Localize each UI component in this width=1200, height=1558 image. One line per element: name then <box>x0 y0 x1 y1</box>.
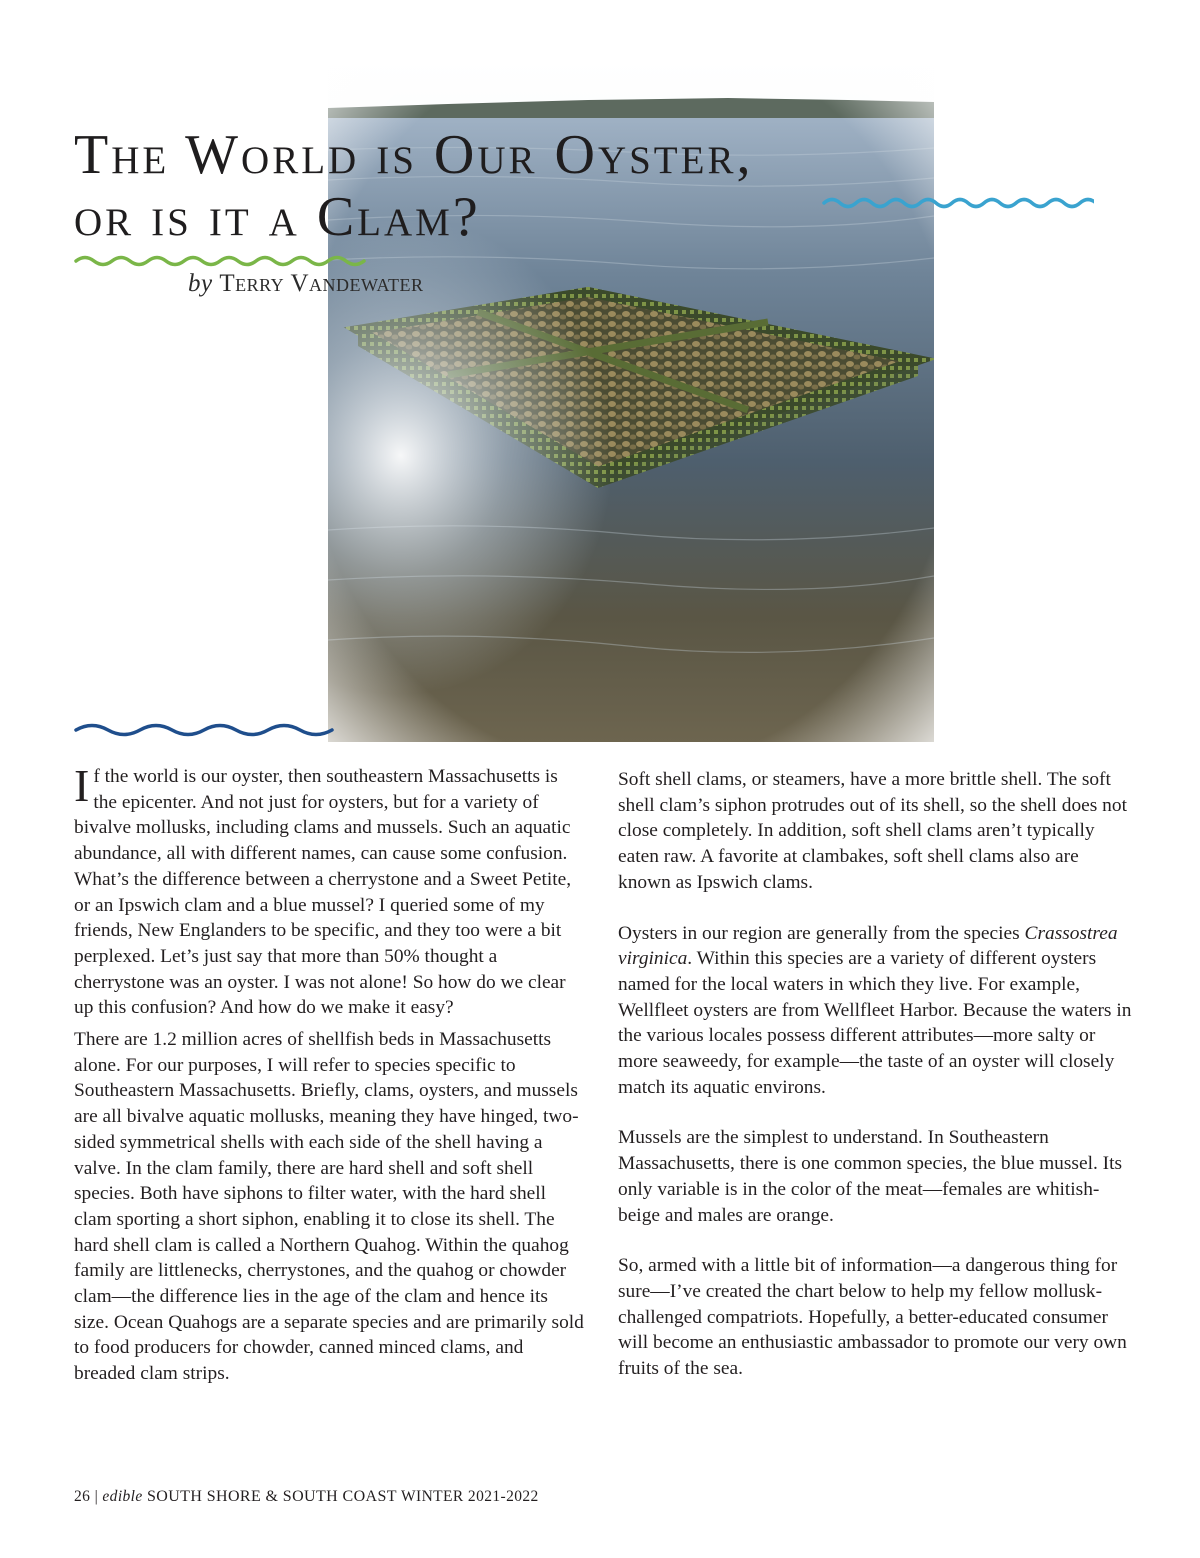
species-name: Crassostrea virginica <box>618 922 1118 970</box>
magazine-name: SOUTH SHORE & SOUTH COAST <box>146 1488 397 1505</box>
paragraph: Mussels are the simplest to understand. In Southeastern Massachusetts, there is one common species, the blue mussel. Its only variable is in the color of the meat—females are whitish-beige and males are orange. <box>618 1127 1123 1226</box>
byline-author: Terry Vandewater <box>219 270 424 297</box>
paragraph <box>618 921 1134 1101</box>
title-line-1: The World is Our Oyster, <box>74 124 754 186</box>
footer-separator: | <box>94 1488 99 1505</box>
paragraph: So, armed with a little bit of information—a dangerous thing for sure—I’ve created the chart below to help my fellow mollusk-challenged compatriots. Hopefully, a better-educated consumer will become an enthusiastic ambassador to promote our very own fruits of the sea. <box>618 1255 1127 1380</box>
body-column-left <box>74 760 586 1393</box>
byline <box>188 270 423 298</box>
page-footer <box>74 1488 539 1506</box>
paragraph-text: Oysters in our region are generally from the species <box>618 922 1025 944</box>
drop-cap: I <box>74 760 90 811</box>
paragraph: Soft shell clams, or steamers, have a more brittle shell. The soft shell clam’s siphon protrudes out of its shell, so the shell does not close completely. In addition, soft shell clams aren’t typically eaten raw. A favorite at clambakes, soft shell clams also are known as Ipswich clams. <box>618 769 1127 893</box>
page-number: 26 <box>74 1488 91 1505</box>
magazine-name-edible: edible <box>102 1488 143 1505</box>
paragraph: There are 1.2 million acres of shellfish beds in Massachusetts alone. For our purposes, I will refer to species specific to Southeastern Massachusetts. Briefly, clams, oysters, and mussels are all bivalve aquatic mollusks, meaning they have hinged, two-sided symmetrical shells with each side of the shell having a valve. In the clam family, there are hard shell and soft shell species. Both have siphons to filter water, with the hard shell clam sporting a short siphon, enabling it to close its shell. The hard shell clam is called a Northern Quahog. Within the quahog family are littlenecks, cherrystones, and the quahog or chowder clam—the difference lies in the age of the clam and hence its size. Ocean Quahogs are a separate species and are primarily sold to food producers for chowder, canned minced clams, and breaded clam strips. <box>74 1029 584 1385</box>
paragraph <box>74 760 586 1021</box>
wave-ornament-blue-top <box>822 194 1094 210</box>
article-title <box>74 124 754 248</box>
byline-by: by <box>188 270 213 297</box>
wave-ornament-green <box>74 252 374 268</box>
issue-date: WINTER 2021-2022 <box>400 1488 539 1505</box>
body-column-right <box>618 767 1134 1407</box>
paragraph-text: . Within this species are a variety of different oysters named for the local waters in which they live. For example, Wellfleet oysters are from Wellfleet Harbor. Because the waters in the various locales possess different attributes—more salty or more seaweedy, for example—the taste of an oyster will closely match its aquatic environs. <box>618 948 1132 1098</box>
paragraph-text: f the world is our oyster, then southeastern Massachusetts is the epicenter. And not just for oysters, but for a variety of bivalve mollusks, including clams and mussels. Such an aquatic abundance, all with different names, can cause some confusion. What’s the difference between a cherrystone and a Sweet Petite, or an Ipswich clam and a blue mussel? I queried some of my friends, New Englanders to be specific, and they too were a bit perplexed. Let’s just say that more than 50% thought a cherrystone was an oyster. I was not alone! So how do we clear up this confusion? And how do we make it easy? <box>74 766 572 1019</box>
wave-ornament-navy <box>74 720 346 738</box>
title-line-2: or is it a Clam? <box>74 186 481 248</box>
